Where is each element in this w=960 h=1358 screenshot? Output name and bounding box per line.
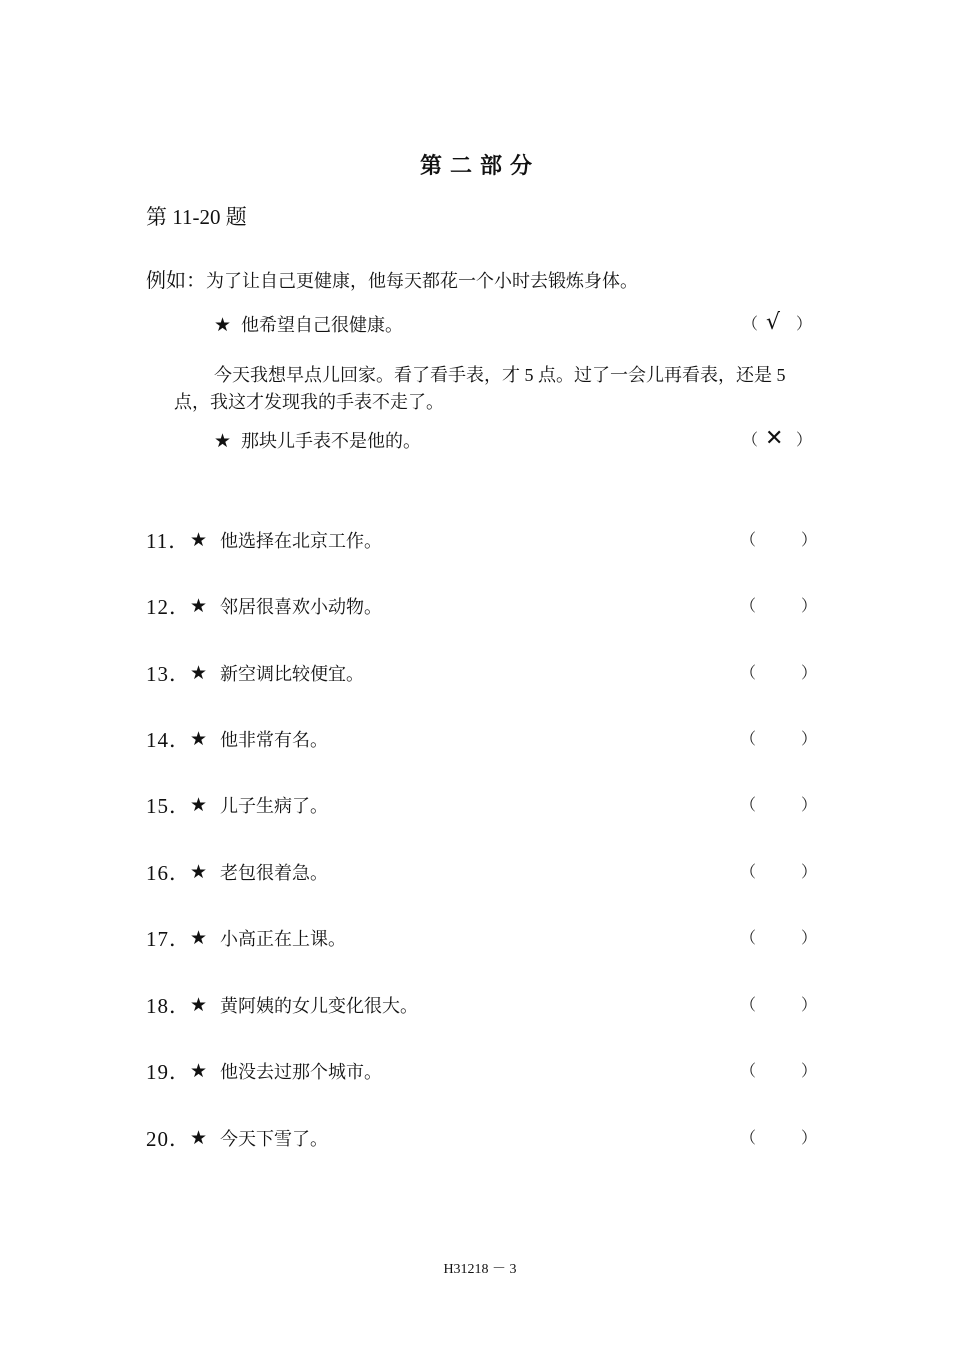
example-statement-1-text: 他希望自己很健康。 bbox=[241, 315, 404, 335]
question-20 bbox=[146, 1125, 816, 1155]
question-range-label: 第 11-20 题 bbox=[146, 205, 247, 229]
question-19 bbox=[146, 1058, 816, 1088]
star-icon: ★ bbox=[190, 1061, 208, 1082]
question-number: 17． bbox=[146, 927, 191, 951]
answer-open-paren[interactable]: （ bbox=[740, 997, 757, 1014]
question-number: 11． bbox=[146, 529, 191, 553]
example-statement-1 bbox=[214, 311, 403, 340]
question-14 bbox=[146, 726, 816, 756]
example-paragraph: 今天我想早点儿回家。看了看手表，才 5 点。过了一会儿再看表，还是 5 点，我这才发现我的手表不走了。 bbox=[174, 365, 786, 412]
page-footer-code: H31218 － 3 bbox=[443, 1262, 517, 1277]
star-icon: ★ bbox=[190, 729, 208, 750]
answer-close-paren: ） bbox=[801, 532, 818, 549]
question-text: 儿子生病了。 bbox=[220, 796, 328, 816]
question-12 bbox=[146, 593, 816, 623]
star-icon: ★ bbox=[190, 1128, 208, 1149]
star-icon: ★ bbox=[190, 596, 208, 617]
question-number: 14． bbox=[146, 728, 191, 752]
question-text: 他非常有名。 bbox=[220, 730, 328, 750]
example-intro bbox=[146, 266, 638, 296]
example-statement-2-text: 那块儿手表不是他的。 bbox=[241, 431, 422, 451]
answer-close-paren: ） bbox=[801, 731, 818, 748]
question-11 bbox=[146, 527, 816, 557]
question-13 bbox=[146, 660, 816, 690]
question-number: 20． bbox=[146, 1127, 191, 1151]
answer-close-paren: ） bbox=[801, 598, 818, 615]
example-sentence: 为了让自己更健康，他每天都花一个小时去锻炼身体。 bbox=[206, 271, 638, 291]
question-number: 18． bbox=[146, 994, 191, 1018]
example-1-close-paren: ） bbox=[796, 316, 813, 333]
example-statement-2 bbox=[214, 427, 421, 456]
example-1-open-paren: （ bbox=[742, 316, 759, 333]
question-17 bbox=[146, 925, 816, 955]
answer-close-paren: ） bbox=[801, 930, 818, 947]
answer-close-paren: ） bbox=[801, 1063, 818, 1080]
star-icon: ★ bbox=[190, 795, 208, 816]
answer-open-paren[interactable]: （ bbox=[740, 598, 757, 615]
question-18 bbox=[146, 992, 816, 1022]
star-icon: ★ bbox=[190, 530, 208, 551]
example-label: 例如： bbox=[146, 270, 206, 292]
question-text: 今天下雪了。 bbox=[220, 1129, 328, 1149]
answer-close-paren: ） bbox=[801, 1130, 818, 1147]
question-number: 19． bbox=[146, 1060, 191, 1084]
section-title: 第二部分 bbox=[419, 153, 540, 178]
question-16 bbox=[146, 859, 816, 889]
question-number: 13． bbox=[146, 662, 191, 686]
answer-open-paren[interactable]: （ bbox=[740, 731, 757, 748]
star-icon: ★ bbox=[190, 862, 208, 883]
example-2-close-paren: ） bbox=[796, 432, 813, 449]
answer-close-paren: ） bbox=[801, 797, 818, 814]
question-number: 15． bbox=[146, 794, 191, 818]
answer-close-paren: ） bbox=[801, 864, 818, 881]
answer-open-paren[interactable]: （ bbox=[740, 864, 757, 881]
question-number: 12． bbox=[146, 595, 191, 619]
answer-open-paren[interactable]: （ bbox=[740, 1063, 757, 1080]
answer-close-paren: ） bbox=[801, 665, 818, 682]
answer-open-paren[interactable]: （ bbox=[740, 930, 757, 947]
question-number: 16． bbox=[146, 861, 191, 885]
answer-open-paren[interactable]: （ bbox=[740, 665, 757, 682]
question-text: 新空调比较便宜。 bbox=[220, 664, 364, 684]
question-text: 老包很着急。 bbox=[220, 863, 328, 883]
star-icon: ★ bbox=[214, 315, 232, 336]
question-15 bbox=[146, 792, 816, 822]
question-text: 他选择在北京工作。 bbox=[220, 531, 382, 551]
star-icon: ★ bbox=[190, 995, 208, 1016]
answer-open-paren[interactable]: （ bbox=[740, 532, 757, 549]
answer-close-paren: ） bbox=[801, 997, 818, 1014]
star-icon: ★ bbox=[214, 431, 232, 452]
star-icon: ★ bbox=[190, 928, 208, 949]
example-2-open-paren: （ bbox=[742, 432, 759, 449]
question-text: 小高正在上课。 bbox=[220, 929, 346, 949]
question-text: 邻居很喜欢小动物。 bbox=[220, 597, 382, 617]
check-mark-icon: √ bbox=[766, 310, 781, 335]
star-icon: ★ bbox=[190, 663, 208, 684]
answer-open-paren[interactable]: （ bbox=[740, 797, 757, 814]
question-text: 他没去过那个城市。 bbox=[220, 1062, 382, 1082]
answer-open-paren[interactable]: （ bbox=[740, 1130, 757, 1147]
cross-mark-icon: ✕ bbox=[765, 426, 784, 451]
question-text: 黄阿姨的女儿变化很大。 bbox=[220, 996, 418, 1016]
